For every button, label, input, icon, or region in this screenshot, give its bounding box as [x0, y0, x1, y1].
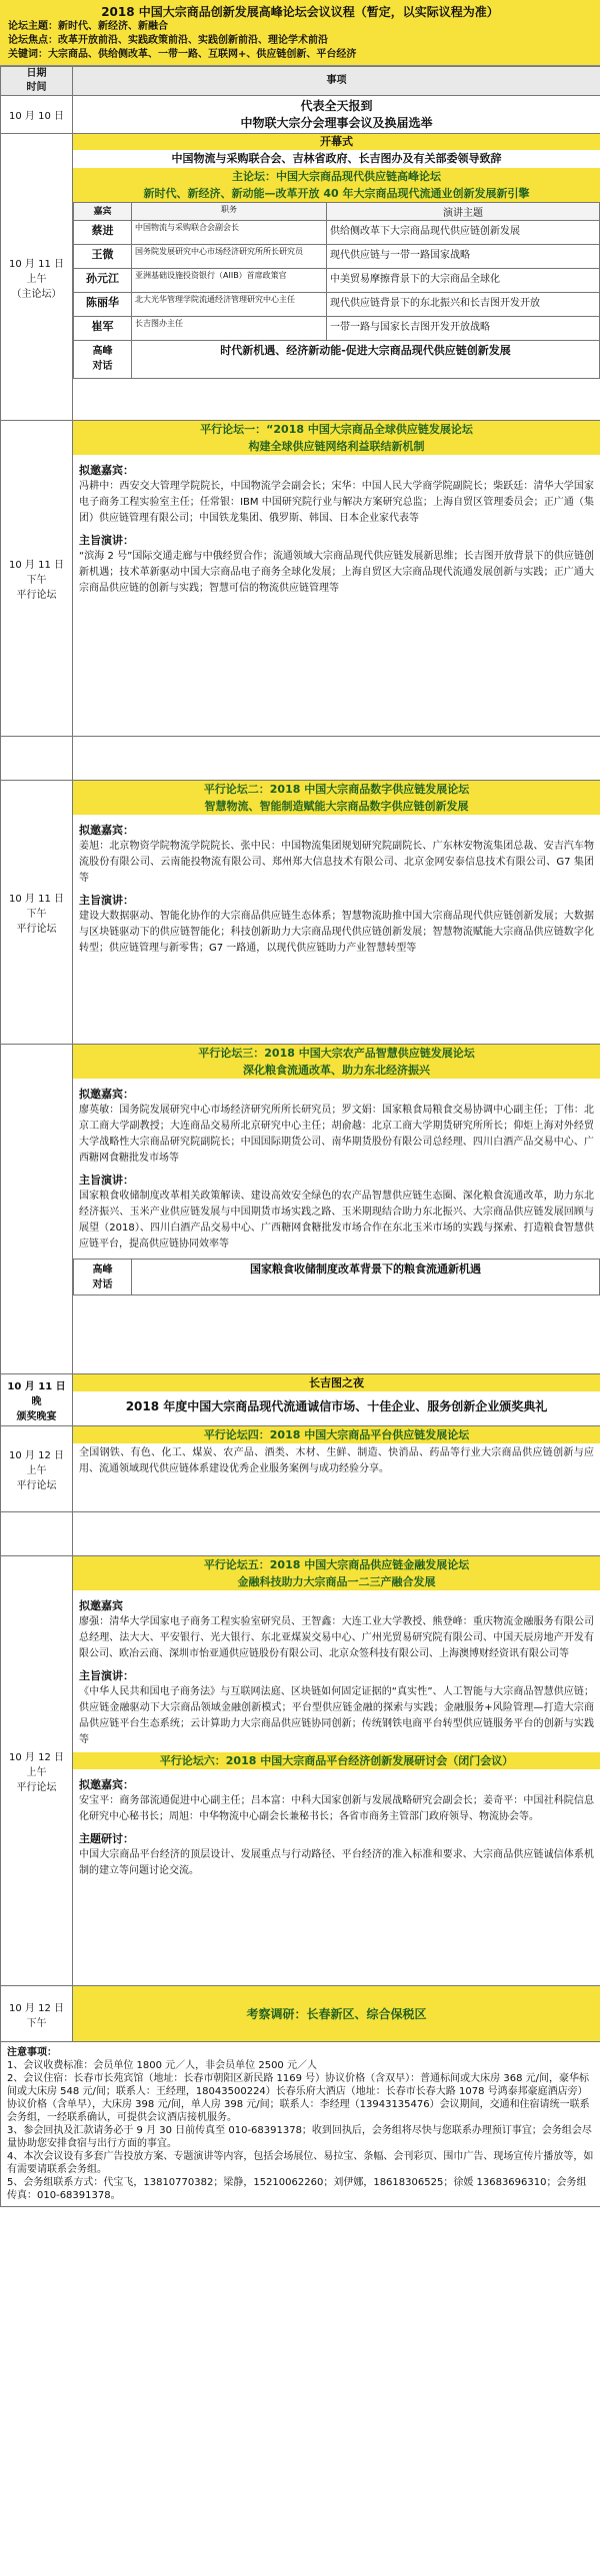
forum4-text: 全国钢铁、有色、化工、煤炭、农产品、酒类、木材、生鲜、制造、快消品、药品等行业大宗商品供应链创新与应用、流通领域现代供应链体系建设优秀企业服务案例与成功经验分享。 [79, 1447, 594, 1474]
forum2-guests: 姜旭：北京物资学院物流学院院长、张中民：中国物流集团规划研究院副院长、广东林安物流集团总裁、安吉汽车物流股份有限公司、云南能投物流有限公司、郑州郑大信息技术有限公司、北京金网安泰信息技术有限公司、G7 集团等 [79, 841, 594, 884]
forum3-title: 平行论坛三：2018 中国大宗农产品智慧供应链发展论坛 [73, 1045, 600, 1062]
forum3-subtitle: 深化粮食流通改革、助力东北经济振兴 [73, 1062, 600, 1079]
forum-theme: 论坛主题：新时代、新经济、新融合 [8, 21, 168, 32]
forum6-topics: 中国大宗商品平台经济的顶层设计、发展重点与行动路径、平台经济的准入标准和要求、大宗商品供应链诚信体系机制的建立等问题讨论交流。 [79, 1849, 594, 1876]
agenda-header [0, 0, 600, 66]
speaker-name: 陈丽华 [74, 293, 132, 317]
speaker-row [74, 245, 600, 269]
forum2-body [73, 815, 600, 959]
evening-row [1, 1374, 600, 1426]
speaker-col-guest: 嘉宾 [74, 203, 132, 221]
day1-date: 10 月 10 日 [1, 96, 73, 134]
speaker-row [74, 293, 600, 317]
note-item: 1、会议收费标准：会员单位 1800 元／人，非会员单位 2500 元／人 [7, 2060, 317, 2071]
notes-section [1, 2042, 600, 2207]
opening-ceremony-bar: 开幕式 [73, 134, 600, 150]
forum6-body [73, 1769, 600, 1881]
forum5-row [1, 1556, 600, 1986]
speaker-role: 北大光华管理学院流通经济管理研究中心主任 [132, 293, 327, 317]
forum5-body [73, 1590, 600, 1750]
forum4-content [73, 1426, 600, 1512]
field-trip-text: 考察调研：长春新区、综合保税区 [73, 1986, 600, 2042]
forum6-title: 平行论坛六：2018 中国大宗商品平台经济创新发展研讨会（闭门会议） [73, 1752, 600, 1769]
spacer-cell [1, 1512, 73, 1556]
forum3-speech-label: 主旨演讲： [79, 1174, 134, 1187]
forum2-speeches: 建设大数据驱动、智能化协作的大宗商品供应链生态体系；智慧物流助推中国大宗商品现代供应链创新发展；大数据与区块链驱动下的供应链智能化；科技创新助力大宗商品现代供应链创新发展；智慧物流赋能大宗商品供应链数字化转型；供应链管理与新零售；G7 一路通，以现代供应链助力产业智慧转型等 [79, 911, 594, 954]
speaker-topic: 一带一路与国家长吉图开发开放战略 [327, 317, 600, 341]
dialogue-row [74, 1260, 600, 1295]
speaker-topic: 现代供应链与一带一路国家战略 [327, 245, 600, 269]
dialogue-label: 高峰 对话 [74, 341, 132, 379]
main-forum-title: 主论坛：中国大宗商品现代供应链高峰论坛 [73, 168, 600, 185]
forum5-content [73, 1556, 600, 1986]
forum1-content [73, 421, 600, 737]
forum5-guests: 廖强：清华大学国家电子商务工程实验室研究员、王智鑫：大连工业大学教授、熊登峰：重庆物流金融服务有限公司总经理、法大大、平安银行、光大银行、东北亚煤炭交易中心、广州光贸易研究院有限公司、中国天辰房地产开发有限公司、欧冶云商、深圳市怡亚通供应链股份有限公司、北京众签科技有限公司、上海澳博财经资讯有限公司等 [79, 1616, 594, 1659]
speaker-table [73, 202, 600, 379]
forum2-row [1, 781, 600, 1045]
speaker-col-topic: 演讲主题 [327, 203, 600, 221]
day1-item: 中物联大宗分会理事会议及换届选举 [240, 115, 433, 130]
speaker-role: 亚洲基础设施投资银行（AIIB）首席政策官 [132, 269, 327, 293]
forum3-dialogue-table [73, 1259, 600, 1295]
evening-content [73, 1374, 600, 1426]
forum1-guests-label: 拟邀嘉宾： [79, 464, 134, 477]
agenda-column-headers [1, 67, 600, 96]
forum5-speeches: 《中华人民共和国电子商务法》与互联网法庭、区块链如何固定证据的“真实性”、人工智能与大宗商品智慧供应链；供应链金融驱动下大宗商品领域金融创新模式；平台型供应链金融的探索与实践；金融服务+风险管理—打造大宗商品供应链平台生态系统；云计算助力大宗商品供应链协同创新；传统钢铁电商平台转型供应链服务平台的创新与实践等 [79, 1686, 594, 1745]
forum1-title: 平行论坛一：“2018 中国大宗商品全球供应链发展论坛 [73, 421, 600, 438]
evening-date: 10 月 11 日 晚 颁奖晚宴 [1, 1374, 73, 1426]
forum5-title: 平行论坛五：2018 中国大宗商品供应链金融发展论坛 [73, 1556, 600, 1573]
field-trip-row [1, 1986, 600, 2042]
speaker-topic: 现代供应链背景下的东北振兴和长吉图开发开放 [327, 293, 600, 317]
forum6-topics-label: 主题研讨： [79, 1832, 134, 1845]
forum1-subtitle: 构建全球供应链网络利益联结新机制 [73, 438, 600, 455]
forum2-date: 10 月 11 日 下午 平行论坛 [1, 781, 73, 1045]
dialogue-text: 国家粮食收储制度改革背景下的粮食流通新机遇 [132, 1260, 600, 1295]
speaker-role: 长吉图办主任 [132, 317, 327, 341]
speaker-role: 中国物流与采购联合会副会长 [132, 221, 327, 245]
forum3-guests-label: 拟邀嘉宾： [79, 1088, 134, 1101]
speaker-table-header [74, 203, 600, 221]
spacer-cell [73, 1512, 600, 1556]
spacer-cell [1, 737, 73, 781]
forum3-date [1, 1045, 73, 1374]
main-forum-subtitle: 新时代、新经济、新动能—改革开放 40 年大宗商品现代流通业创新发展新引擎 [73, 185, 600, 202]
speaker-name: 崔军 [74, 317, 132, 341]
evening-text: 2018 年度中国大宗商品现代流通诚信市场、十佳企业、服务创新企业颁奖典礼 [125, 1399, 548, 1413]
forum5-speech-label: 主旨演讲： [79, 1669, 134, 1682]
speaker-col-role: 职务 [132, 203, 327, 221]
forum2-speech-label: 主旨演讲： [79, 894, 134, 907]
forum2-title: 平行论坛二：2018 中国大宗商品数字供应链发展论坛 [73, 781, 600, 798]
dialogue-text: 时代新机遇、经济新动能-促进大宗商品现代供应链创新发展 [132, 341, 600, 379]
dialogue-row [74, 341, 600, 379]
forum6-guests: 安宝平：商务部流通促进中心副主任；吕本富：中科大国家创新与发展战略研究会副会长；姜奇平：中国社科院信息化研究中心秘书长；周旭：中华物流中心副会长兼秘书长；各省市商务主管部门政府领导、物流协会等。 [79, 1795, 594, 1822]
forum4-row [1, 1426, 600, 1512]
forum5-subtitle: 金融科技助力大宗商品一二三产融合发展 [73, 1573, 600, 1590]
note-item: 5、会务组联系方式：代宝飞，13810770382；梁静，15210062260；刘伊娜，18618306525；徐媛 13683696310；会务组传真：010-68391378。 [7, 2177, 587, 2201]
spacer-row [1, 737, 600, 781]
forum3-body [73, 1079, 600, 1255]
item-column-header: 事项 [73, 67, 600, 96]
speaker-role: 国务院发展研究中心市场经济研究所所长研究员 [132, 245, 327, 269]
day1-items [73, 96, 600, 134]
note-item: 2、会议住宿：长春市长苑宾馆（地址：长春市朝阳区新民路 1169 号）协议价格（含双早）：普通标间或大床房 368 元/间，豪华标间或大床房 548 元/间；联系人：王经理，18043500224）长春乐府大酒店（地址：长春市长春大路 1078 号鸿泰邦豪庭酒店旁）协议价格（含单早），大床房 398 元/间，单人房 398 元/间；联系人：李经理（13943135476）会议期间，交通和住宿请统一联系会务组，一经联系确认，可提供会议酒店接机服务。 [7, 2073, 590, 2123]
opening-row [1, 134, 600, 421]
speaker-name: 王微 [74, 245, 132, 269]
forum1-speeches: “滨海 2 号”国际交通走廊与中俄经贸合作；流通领域大宗商品现代供应链发展新思维；长吉图开放背景下的供应链创新机遇；技术革新驱动中国大宗商品电子商务全球化发展；上海自贸区大宗商品现代流通发展创新与实践；正广通大宗商品供应链的创新与实践；智慧可信的物流供应链管理等 [79, 551, 594, 594]
speaker-row [74, 221, 600, 245]
forum3-row [1, 1045, 600, 1374]
speaker-name: 蔡进 [74, 221, 132, 245]
date-column-header: 日期 时间 [1, 67, 73, 96]
forum6-guests-label: 拟邀嘉宾： [79, 1778, 134, 1791]
dialogue-label: 高峰 对话 [74, 1260, 132, 1295]
notes-label: 注意事项： [7, 2047, 57, 2058]
forum5-guests-label: 拟邀嘉宾 [79, 1599, 123, 1612]
forum5-date: 10 月 12 日 上午 平行论坛 [1, 1556, 73, 1986]
speaker-row [74, 269, 600, 293]
agenda-table [0, 66, 600, 2207]
forum3-guests: 廖英敏：国务院发展研究中心市场经济研究所所长研究员；罗文娟：国家粮食局粮食交易协调中心副主任；丁伟：北京工商大学副教授；大连商品交易所北京研究中心主任；胡俞越：北京工商大学期货研究所所长；仰炬上海对外经贸大学战略性大宗商品研究院副院长；中国国际期货公司、南华期货股份有限公司总经理、四川白酒产品交易中心、广西糖网食糖批发市场等 [79, 1105, 594, 1164]
forum1-guests: 冯耕中：西安交大管理学院院长，中国物流学会副会长；宋华：中国人民大学商学院副院长；柴跃廷：清华大学国家电子商务工程实验室主任；任常银：IBM 中国研究院行业与解决方案研究总监；上海自贸区管理委员会；正广通（集团）供应链管理有限公司；中国铁龙集团、俄罗斯、韩国、日本企业家代表等 [79, 481, 594, 524]
speaker-topic: 中美贸易摩擦背景下的大宗商品全球化 [327, 269, 600, 293]
day1-row [1, 96, 600, 134]
forum1-speech-label: 主旨演讲： [79, 534, 134, 547]
field-trip-date: 10 月 12 日 下午 [1, 1986, 73, 2042]
forum2-subtitle: 智慧物流、智能制造赋能大宗商品数字供应链创新发展 [73, 798, 600, 815]
forum4-title: 平行论坛四：2018 中国大宗商品平台供应链发展论坛 [73, 1426, 600, 1443]
forum2-content [73, 781, 600, 1045]
spacer-cell [73, 737, 600, 781]
forum3-speeches: 国家粮食收储制度改革相关政策解读、建设高效安全绿色的农产品智慧供应链生态圈、深化粮食流通改革，助力东北经济振兴、玉米产业供应链发展与中国期货市场实践之路、玉米期现结合助力东北振兴、大宗商品供应链发展回顾与展望（2018）、四川白酒产品交易中心、广西糖网食糖批发市场合作在东北玉米市场的实践与探索、打造粮食智慧供应链平台，提高供应链协同效率等 [79, 1191, 594, 1250]
day1-item: 代表全天报到 [300, 98, 373, 113]
evening-bar: 长吉图之夜 [73, 1374, 600, 1391]
opening-date: 10 月 11 日 上午 （主论坛） [1, 134, 73, 421]
opening-content [73, 134, 600, 421]
forum-focus: 论坛焦点：改革开放前沿、实践政策前沿、实践创新前沿、理论学术前沿 [8, 35, 328, 46]
notes-row [1, 2042, 600, 2207]
forum1-body [73, 455, 600, 599]
forum-keywords: 关键词：大宗商品、供给侧改革、一带一路、互联网+、供应链创新、平台经济 [8, 49, 357, 60]
speaker-name: 孙元江 [74, 269, 132, 293]
note-item: 4、本次会议设有多套广告投放方案、专题演讲等内容，包括会场展位、易拉宝、条幅、会刊彩页、围巾广告、现场宣传片播放等，如有需要请联系会务组。 [7, 2151, 594, 2175]
forum2-guests-label: 拟邀嘉宾： [79, 824, 134, 837]
forum1-row [1, 421, 600, 737]
spacer-row [1, 1512, 600, 1556]
note-item: 3、参会回执及汇款请务必于 9 月 30 日前传真至 010-68391378；收到回执后，会务组将尽快与您联系办理预订事宜；会务组会尽量协助您安排食宿与出行方面的事宜。 [7, 2125, 592, 2149]
forum1-date: 10 月 11 日 下午 平行论坛 [1, 421, 73, 737]
forum3-content [73, 1045, 600, 1374]
opening-hosts: 中国物流与采购联合会、吉林省政府、长吉图办及有关部委领导致辞 [171, 152, 502, 165]
speaker-row [74, 317, 600, 341]
forum4-date: 10 月 12 日 上午 平行论坛 [1, 1426, 73, 1512]
page-title: 2018 中国大宗商品创新发展高峰论坛会议议程（暂定，以实际议程为准） [101, 5, 499, 19]
speaker-topic: 供给侧改革下大宗商品现代供应链创新发展 [327, 221, 600, 245]
